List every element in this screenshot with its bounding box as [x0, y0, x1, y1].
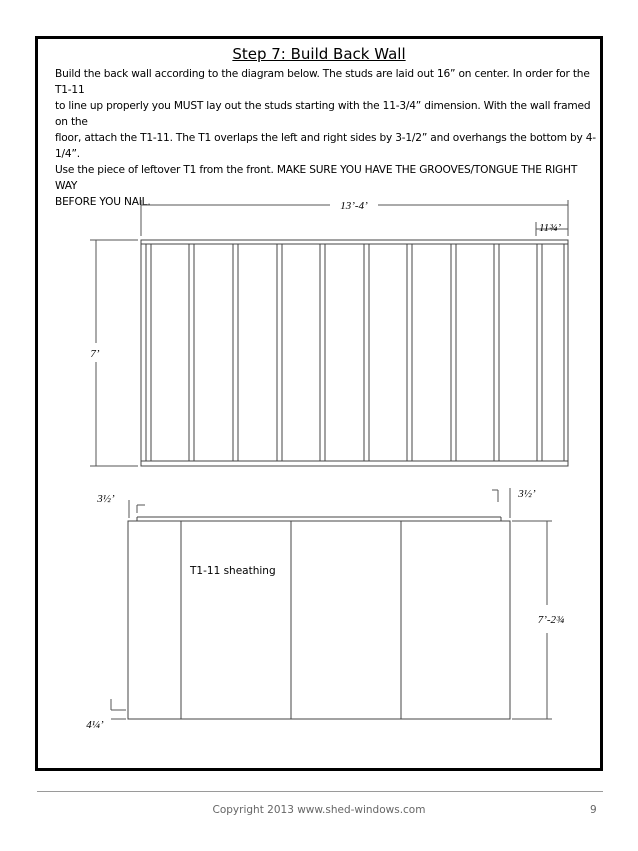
page-number: 9 — [590, 804, 597, 816]
page-title-text: Step 7: Build Back Wall — [232, 45, 406, 63]
right-overlap-label: 3½’ — [518, 488, 536, 500]
sheathing-label: T1-11 sheathing — [190, 565, 276, 577]
left-overlap-dimension — [129, 500, 145, 518]
footer-copyright: Copyright 2013 www.shed-windows.com — [212, 804, 426, 816]
left-overlap-label: 3½’ — [97, 493, 115, 505]
instructions-line: Use the piece of leftover T1 from the front. MAKE SURE YOU HAVE THE GROOVES/TONGUE THE RIGHT WAY — [55, 164, 578, 192]
stud-offset-label: 11¾’ — [538, 222, 562, 234]
right-overlap-dimension — [492, 488, 510, 518]
instructions-line: to line up properly you MUST lay out the studs starting with the 11-3/4” dimension. With the wall framed on the — [55, 100, 591, 128]
sheathing-height-label: 7’-2¾ — [537, 614, 565, 626]
wall-studs — [146, 244, 564, 461]
bottom-overhang-label: 4¼’ — [86, 719, 104, 731]
instructions-line: floor, attach the T1-11. The T1 overlaps the left and right sides by 3-1/2” and overhangs the bottom by 4-1/4”. — [55, 132, 596, 160]
instructions-line: Build the back wall according to the diagram below. The studs are laid out 16” on center. In order for the T1-11 — [55, 68, 590, 96]
bottom-overhang-dimension — [111, 699, 126, 719]
framing-height-label: 7’ — [90, 348, 100, 360]
framing-width-label: 13’-4’ — [340, 200, 368, 212]
wall-frame — [141, 240, 568, 466]
t1-11-sheathing — [128, 517, 510, 719]
footer-divider — [37, 791, 603, 792]
instructions-line: BEFORE YOU NAIL. — [55, 196, 151, 208]
